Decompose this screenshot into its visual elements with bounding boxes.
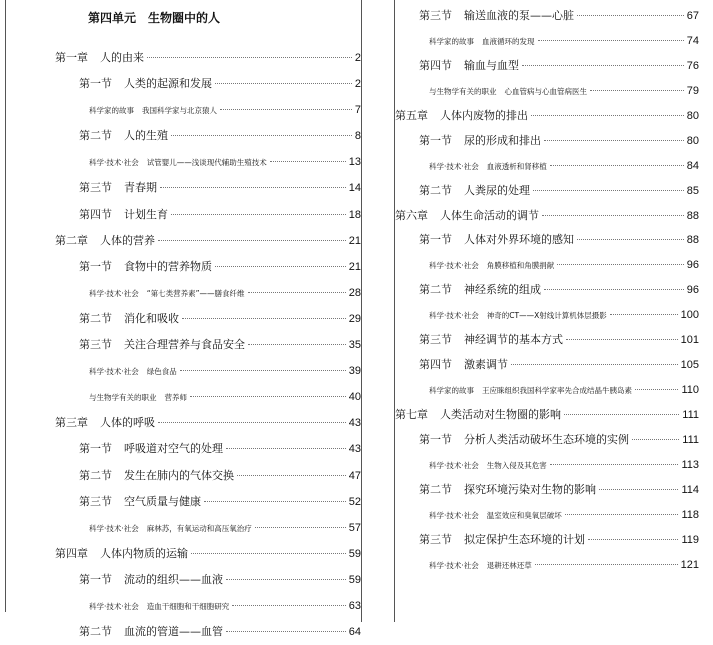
toc-section[interactable] <box>55 254 361 280</box>
toc-label: 第三节 <box>419 333 452 347</box>
toc-page-number: 85 <box>686 184 699 197</box>
toc-feature[interactable] <box>55 149 361 175</box>
dot-leader <box>160 187 346 188</box>
toc-title: 人体内物质的运输 <box>100 546 188 560</box>
toc-feature[interactable] <box>395 453 699 478</box>
toc-title: 人体的呼吸 <box>100 416 155 430</box>
toc-label: 第四节 <box>79 207 112 221</box>
toc-label: 第二章 <box>55 233 88 247</box>
toc-title: 麻林苏，有氧运动和高压氧治疗 <box>146 523 252 533</box>
toc-title: 神经调节的基本方式 <box>464 333 563 347</box>
toc-page-number: 40 <box>348 391 361 404</box>
toc-page-number: 29 <box>348 312 361 325</box>
toc-section[interactable] <box>55 175 361 201</box>
toc-page-number: 39 <box>348 365 361 378</box>
toc-feature[interactable] <box>55 593 361 619</box>
toc-title: 角膜移植和角膜捐献 <box>486 261 555 271</box>
toc-chapter[interactable] <box>55 45 361 71</box>
toc-page-number: 14 <box>348 182 361 195</box>
toc-label: 科学·技术·社会 <box>429 560 479 570</box>
toc-page-number: 88 <box>686 209 699 222</box>
dot-leader <box>171 214 346 215</box>
dot-leader <box>632 439 679 440</box>
toc-title: 激素调节 <box>464 358 508 372</box>
toc-label: 第一节 <box>419 133 452 147</box>
toc-label: 科学·技术·社会 <box>89 367 139 377</box>
toc-title: 人体对外界环境的感知 <box>464 233 574 247</box>
toc-label: 科学·技术·社会 <box>89 288 139 298</box>
toc-title: “第七类营养素”——膳食纤维 <box>146 288 245 298</box>
toc-label: 科学·技术·社会 <box>89 523 139 533</box>
dot-leader <box>610 314 678 315</box>
toc-title: 拟定保护生态环境的计划 <box>464 532 585 546</box>
toc-label: 第二节 <box>79 311 112 325</box>
toc-title: 神经系统的组成 <box>464 283 541 297</box>
toc-label: 科学家的故事 <box>429 36 474 46</box>
toc-label: 第五章 <box>395 108 428 122</box>
toc-page-number: 13 <box>348 156 361 169</box>
dot-leader <box>220 109 352 110</box>
dot-leader <box>204 501 346 502</box>
toc-title: 人体生命活动的调节 <box>440 208 539 222</box>
toc-title: 消化和吸收 <box>124 311 179 325</box>
toc-page-number: 47 <box>348 469 361 482</box>
toc-label: 第三节 <box>79 338 112 352</box>
toc-label: 科学·技术·社会 <box>89 601 139 611</box>
toc-page-number: 63 <box>348 599 361 612</box>
dot-leader <box>158 422 346 423</box>
toc-title: 退耕还林还草 <box>486 560 532 570</box>
toc-title: 人的生殖 <box>124 129 168 143</box>
toc-label: 第一节 <box>419 233 452 247</box>
toc-title: 人体内废物的排出 <box>440 108 528 122</box>
dot-leader <box>215 83 352 84</box>
toc-title: 人类活动对生物圈的影响 <box>440 408 561 421</box>
toc-label: 第三节 <box>79 181 112 195</box>
left-page-right-border <box>361 0 362 622</box>
toc-page-number: 88 <box>686 234 699 247</box>
toc-label: 第一节 <box>79 259 112 273</box>
toc-title: 温室效应和臭氧层破坏 <box>486 510 562 520</box>
toc-label: 第一节 <box>419 432 452 446</box>
toc-section[interactable] <box>55 436 361 462</box>
dot-leader <box>147 57 352 58</box>
toc-label: 科学家的故事 <box>89 106 134 116</box>
toc-page-number: 96 <box>686 259 699 272</box>
toc-page-number: 110 <box>681 384 699 397</box>
toc-title: 神奇的CT——X射线计算机体层摄影 <box>486 311 607 321</box>
toc-page-number: 52 <box>348 495 361 508</box>
dot-leader <box>588 539 678 540</box>
toc-section[interactable] <box>55 332 361 358</box>
toc-page-number: 43 <box>348 443 361 456</box>
toc-section[interactable] <box>395 428 699 453</box>
unit-title: 第四单元 生物圈中的人 <box>88 11 221 25</box>
toc-page-number: 43 <box>348 417 361 430</box>
toc-section[interactable] <box>395 328 699 353</box>
toc-label: 第二节 <box>419 482 452 496</box>
dot-leader <box>564 414 679 415</box>
toc-title: 生物入侵及其危害 <box>486 460 547 470</box>
toc-feature[interactable] <box>395 553 699 578</box>
dot-leader <box>255 527 346 528</box>
toc-title: 输血与血型 <box>464 58 519 72</box>
dot-leader <box>550 464 679 465</box>
toc-title: 输送血液的泵——心脏 <box>464 9 574 22</box>
dot-leader <box>590 90 684 91</box>
toc-label: 科学·技术·社会 <box>429 261 479 271</box>
toc-page-number: 57 <box>348 521 361 534</box>
toc-chapter[interactable] <box>395 204 699 229</box>
toc-label: 第二节 <box>79 468 112 482</box>
toc-page-number: 84 <box>686 159 699 172</box>
toc-title: 人粪尿的处理 <box>464 183 530 197</box>
toc-section[interactable] <box>55 489 361 515</box>
toc-title: 探究环境污染对生物的影响 <box>464 482 596 496</box>
left-page-border <box>5 0 6 612</box>
toc-feature[interactable] <box>395 29 699 54</box>
toc-title: 计划生育 <box>124 207 168 221</box>
toc-title: 关注合理营养与食品安全 <box>124 338 245 352</box>
toc-feature[interactable] <box>395 79 699 104</box>
toc-title: 营养师 <box>164 393 187 403</box>
toc-page-number: 8 <box>354 130 361 143</box>
dot-leader <box>577 239 684 240</box>
dot-leader <box>533 190 684 191</box>
toc-title: 心血管病与心血管病医生 <box>504 86 587 96</box>
toc-page-number: 18 <box>348 208 361 221</box>
toc-label: 科学·技术·社会 <box>429 510 479 520</box>
toc-title: 血液循环的发现 <box>482 36 535 46</box>
toc-chapter[interactable] <box>55 541 361 567</box>
toc-chapter[interactable] <box>395 104 699 129</box>
toc-section[interactable] <box>55 567 361 593</box>
dot-leader <box>248 292 346 293</box>
toc-label: 第三章 <box>55 416 88 430</box>
toc-page-number: 118 <box>681 508 699 521</box>
dot-leader <box>577 15 684 16</box>
toc-section[interactable] <box>395 179 699 204</box>
dot-leader <box>171 135 352 136</box>
toc-feature[interactable] <box>55 280 361 306</box>
toc-page-number: 35 <box>348 339 361 352</box>
toc-label: 第二节 <box>79 129 112 143</box>
toc-feature[interactable] <box>395 253 699 278</box>
toc-page-number: 7 <box>354 104 361 117</box>
toc-title: 食物中的营养物质 <box>124 259 212 273</box>
toc-label: 第三节 <box>79 494 112 508</box>
toc-page-number: 28 <box>348 286 361 299</box>
toc-page-number: 114 <box>681 483 699 496</box>
toc-section[interactable] <box>395 228 699 253</box>
toc-chapter[interactable] <box>395 403 699 428</box>
toc-title: 分析人类活动破坏生态环境的实例 <box>464 432 629 446</box>
dot-leader <box>270 161 346 162</box>
dot-leader <box>180 370 346 371</box>
dot-leader <box>158 240 346 241</box>
toc-title: 血流的管道——血管 <box>124 625 223 639</box>
toc-section[interactable] <box>395 129 699 154</box>
toc-feature[interactable] <box>395 154 699 179</box>
toc-label: 第二节 <box>79 625 112 639</box>
toc-label: 第一节 <box>79 572 112 586</box>
toc-title: 尿的形成和排出 <box>464 133 541 147</box>
dot-leader <box>535 564 678 565</box>
toc-left-column <box>55 45 361 645</box>
dot-leader <box>215 266 346 267</box>
toc-section[interactable] <box>55 619 361 645</box>
toc-section[interactable] <box>395 528 699 553</box>
toc-section[interactable] <box>55 306 361 332</box>
toc-page-number: 111 <box>682 433 699 446</box>
dot-leader <box>237 475 346 476</box>
toc-section[interactable] <box>395 278 699 303</box>
toc-feature[interactable] <box>395 503 699 528</box>
toc-feature[interactable] <box>55 515 361 541</box>
toc-feature[interactable] <box>395 303 699 328</box>
toc-feature[interactable] <box>55 358 361 384</box>
toc-label: 第一章 <box>55 51 88 64</box>
toc-label: 第一节 <box>79 77 112 91</box>
toc-section[interactable] <box>55 463 361 489</box>
dot-leader <box>226 631 346 632</box>
dot-leader <box>248 344 346 345</box>
toc-title: 试管婴儿——浅谈现代辅助生殖技术 <box>146 158 267 168</box>
toc-label: 第四节 <box>419 58 452 72</box>
toc-page-number: 96 <box>686 284 699 297</box>
toc-page-number: 74 <box>686 34 699 47</box>
toc-page-number: 21 <box>348 234 361 247</box>
toc-label: 第六章 <box>395 208 428 222</box>
toc-section[interactable] <box>55 202 361 228</box>
toc-page-number: 2 <box>354 78 361 91</box>
toc-label: 第三节 <box>419 532 452 546</box>
dot-leader <box>544 140 684 141</box>
toc-page-number: 59 <box>348 547 361 560</box>
toc-page-number: 105 <box>680 359 699 372</box>
dot-leader <box>550 165 684 166</box>
dot-leader <box>226 448 346 449</box>
dot-leader <box>557 264 683 265</box>
toc-section[interactable] <box>55 71 361 97</box>
dot-leader <box>190 396 346 397</box>
toc-feature[interactable] <box>55 384 361 410</box>
toc-title: 发生在肺内的气体交换 <box>124 468 234 482</box>
toc-section[interactable] <box>395 478 699 503</box>
toc-page-number: 79 <box>686 84 699 97</box>
toc-page-number: 100 <box>680 309 699 322</box>
dot-leader <box>599 489 678 490</box>
dot-leader <box>565 514 679 515</box>
toc-page-number: 59 <box>348 573 361 586</box>
toc-section[interactable] <box>395 353 699 378</box>
toc-right-column <box>395 4 699 578</box>
toc-title: 呼吸道对空气的处理 <box>124 442 223 456</box>
toc-title: 空气质量与健康 <box>124 494 201 508</box>
dot-leader <box>191 553 346 554</box>
dot-leader <box>542 215 684 216</box>
toc-title: 绿色食品 <box>146 367 177 377</box>
toc-page-number: 113 <box>681 458 699 471</box>
toc-page-number: 21 <box>348 260 361 273</box>
toc-page-number: 121 <box>680 558 699 571</box>
toc-label: 第四章 <box>55 546 88 560</box>
toc-section[interactable] <box>395 54 699 79</box>
toc-title: 人的由来 <box>100 51 144 64</box>
toc-feature[interactable] <box>395 378 699 403</box>
toc-title: 造血干细胞和干细胞研究 <box>146 601 230 611</box>
toc-feature[interactable] <box>55 97 361 123</box>
toc-label: 与生物学有关的职业 <box>89 393 157 403</box>
toc-chapter[interactable] <box>55 228 361 254</box>
toc-label: 第三节 <box>419 9 452 22</box>
toc-label: 科学家的故事 <box>429 386 474 396</box>
toc-title: 血液透析和肾移植 <box>486 161 547 171</box>
dot-leader <box>635 389 678 390</box>
toc-title: 流动的组织——血液 <box>124 572 223 586</box>
toc-label: 科学·技术·社会 <box>89 158 139 168</box>
toc-page-number: 2 <box>354 52 361 64</box>
toc-page-number: 80 <box>686 134 699 147</box>
toc-page-number: 101 <box>680 334 699 347</box>
toc-page-number: 80 <box>686 109 699 122</box>
toc-title: 青春期 <box>124 181 157 195</box>
toc-chapter[interactable] <box>55 410 361 436</box>
toc-label: 第七章 <box>395 408 428 421</box>
toc-page-number: 119 <box>681 533 699 546</box>
dot-leader <box>226 579 346 580</box>
toc-label: 科学·技术·社会 <box>429 311 479 321</box>
toc-title: 人体的营养 <box>100 233 155 247</box>
toc-section[interactable] <box>395 4 699 29</box>
dot-leader <box>182 318 346 319</box>
toc-page-number: 111 <box>682 409 699 421</box>
toc-label: 第二节 <box>419 183 452 197</box>
dot-leader <box>566 339 678 340</box>
toc-label: 第四节 <box>419 358 452 372</box>
dot-leader <box>511 364 678 365</box>
toc-label: 第一节 <box>79 442 112 456</box>
dot-leader <box>538 40 684 41</box>
toc-title: 人类的起源和发展 <box>124 77 212 91</box>
dot-leader <box>531 115 684 116</box>
dot-leader <box>232 605 345 606</box>
toc-title: 我国科学家与北京猿人 <box>142 106 217 116</box>
dot-leader <box>522 65 684 66</box>
toc-title: 王应睐组织我国科学家率先合成结晶牛胰岛素 <box>482 386 632 396</box>
toc-page-number: 64 <box>348 626 361 639</box>
toc-section[interactable] <box>55 123 361 149</box>
toc-page-number: 67 <box>686 10 699 22</box>
dot-leader <box>544 289 684 290</box>
toc-label: 第二节 <box>419 283 452 297</box>
toc-label: 科学·技术·社会 <box>429 161 479 171</box>
toc-page-number: 76 <box>686 59 699 72</box>
toc-label: 科学·技术·社会 <box>429 460 479 470</box>
toc-label: 与生物学有关的职业 <box>429 86 497 96</box>
